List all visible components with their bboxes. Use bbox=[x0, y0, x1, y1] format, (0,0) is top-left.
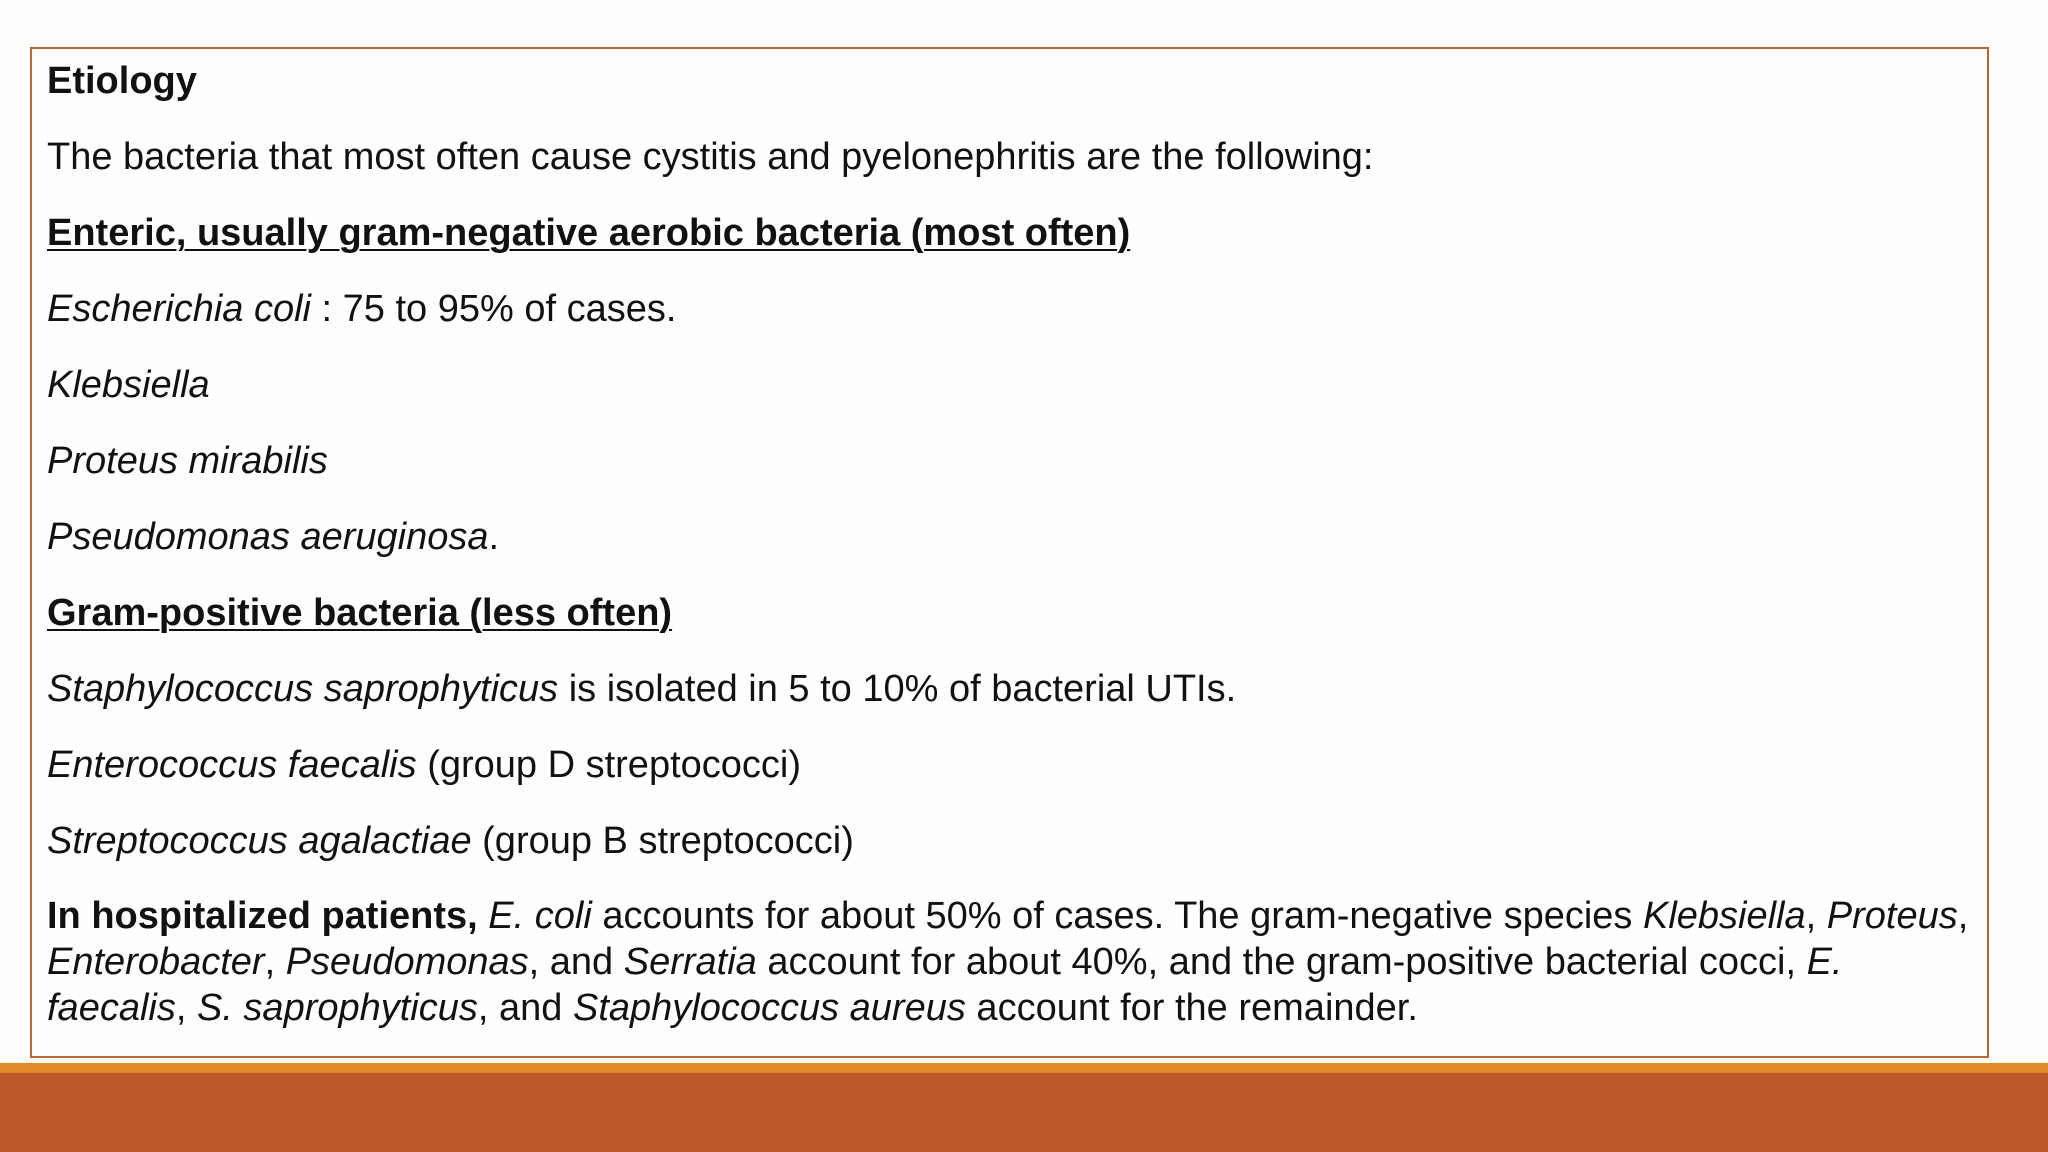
text-run: , bbox=[1805, 895, 1827, 937]
organism-name: E. coli bbox=[488, 895, 592, 937]
text-run: , and bbox=[528, 941, 624, 983]
list-item bbox=[47, 361, 1973, 409]
list-item bbox=[47, 741, 1973, 789]
content-box bbox=[30, 47, 1989, 1058]
organism-detail: . bbox=[488, 516, 500, 558]
organism-name: Proteus mirabilis bbox=[47, 440, 328, 482]
text-run: , and bbox=[477, 987, 573, 1029]
organism-name: S. saprophyticus bbox=[196, 987, 478, 1029]
text-run: account for about 40%, and the gram-positive bacterial cocci, bbox=[756, 941, 1807, 983]
text-run: , bbox=[264, 941, 286, 983]
organism-detail: (group B streptococci) bbox=[471, 820, 854, 862]
list-item bbox=[47, 285, 1973, 333]
footer-stripe bbox=[0, 1063, 2048, 1073]
list-item bbox=[47, 817, 1973, 865]
organism-name: Proteus bbox=[1826, 895, 1958, 937]
organism-name: Staphylococcus aureus bbox=[572, 987, 966, 1029]
list-item bbox=[47, 665, 1973, 713]
text-run: account for the remainder. bbox=[965, 987, 1418, 1029]
text-run bbox=[478, 895, 489, 937]
organism-detail: is isolated in 5 to 10% of bacterial UTIs. bbox=[558, 668, 1237, 710]
organism-name: Escherichia coli bbox=[47, 288, 311, 330]
organism-name: Serratia bbox=[623, 941, 757, 983]
text-run: accounts for about 50% of cases. The gram-negative species bbox=[591, 895, 1643, 937]
text-run: , bbox=[1957, 895, 1969, 937]
page-title: Etiology bbox=[47, 60, 197, 102]
hospital-lead: In hospitalized patients, bbox=[47, 895, 478, 937]
gram-positive-heading: Gram-positive bacteria (less often) bbox=[47, 592, 673, 634]
organism-name: Klebsiella bbox=[47, 364, 210, 406]
hospitalized-paragraph bbox=[47, 893, 1977, 1031]
list-item bbox=[47, 513, 1973, 561]
organism-name: Streptococcus agalactiae bbox=[47, 820, 472, 862]
organism-name: Klebsiella bbox=[1642, 895, 1806, 937]
organism-detail: : 75 to 95% of cases. bbox=[311, 288, 677, 330]
organism-name: E. faecalis bbox=[47, 941, 1843, 1029]
organism-name: Pseudomonas aeruginosa bbox=[47, 516, 489, 558]
organism-name: Staphylococcus saprophyticus bbox=[47, 668, 559, 710]
intro-text: The bacteria that most often cause cystitis and pyelonephritis are the following: bbox=[47, 136, 1374, 178]
text-run: , bbox=[175, 987, 197, 1029]
organism-detail: (group D streptococci) bbox=[416, 744, 802, 786]
footer-band bbox=[0, 1073, 2048, 1152]
organism-name: Enterococcus faecalis bbox=[47, 744, 417, 786]
organism-name: Enterobacter bbox=[47, 941, 265, 983]
gram-negative-heading: Enteric, usually gram-negative aerobic bacteria (most often) bbox=[47, 212, 1131, 254]
organism-name: Pseudomonas bbox=[285, 941, 529, 983]
list-item bbox=[47, 437, 1973, 485]
